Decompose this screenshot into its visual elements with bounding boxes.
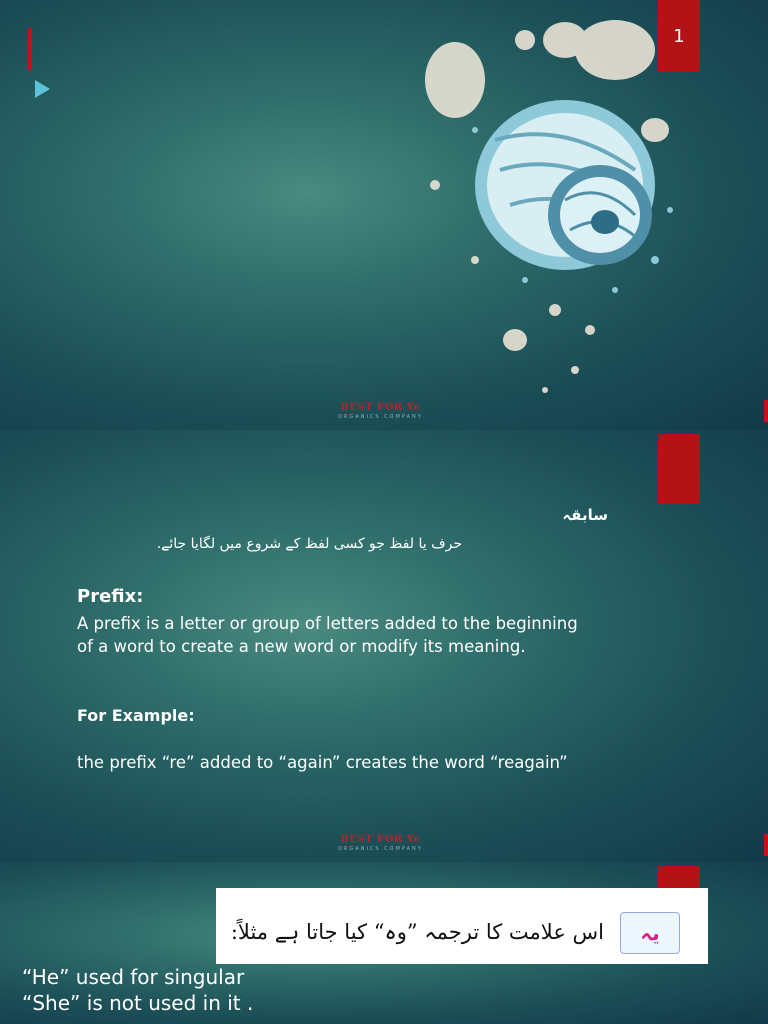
accent-bar: [28, 28, 32, 70]
he-line: “He” used for singular: [22, 965, 245, 989]
slide-2: [0, 430, 768, 862]
slide-number-box: [658, 434, 700, 504]
footer-brand: BEST FOR Ye: [340, 402, 421, 413]
footer-tagline: ORGANICS COMPANY: [338, 846, 423, 852]
urdu-definition: حرف یا لفظ جو کسی لفظ کے شروع میں لگایا جائے.: [156, 536, 462, 552]
example-heading: For Example:: [77, 706, 195, 725]
footer-logo: [338, 402, 423, 420]
slide-1: [0, 0, 768, 430]
edge-marker: [764, 400, 768, 422]
urdu-badge: یہ: [620, 912, 680, 954]
shell-illustration: [415, 10, 715, 420]
example-text: the prefix “re” added to “again” creates the word “reagain”: [77, 753, 568, 772]
edge-marker: [764, 834, 768, 856]
slide-number: 1: [658, 0, 700, 72]
urdu-title: سابقہ: [562, 506, 608, 524]
footer-tagline: ORGANICS COMPANY: [338, 414, 423, 420]
footer-brand: BEST FOR Ye: [340, 834, 421, 845]
urdu-image-strip: [216, 888, 708, 964]
footer-logo: [338, 834, 423, 852]
prefix-definition: A prefix is a letter or group of letters added to the beginning of a word to create a new word or modify its meaning.: [77, 614, 578, 656]
she-line: “She” is not used in it .: [22, 991, 254, 1015]
play-icon[interactable]: [35, 80, 50, 98]
prefix-heading: Prefix:: [77, 586, 144, 607]
slide-3: [0, 862, 768, 1024]
urdu-line: اس علامت کا ترجمہ ”وہ“ کیا جاتا ہے مثلاً:: [230, 920, 604, 944]
